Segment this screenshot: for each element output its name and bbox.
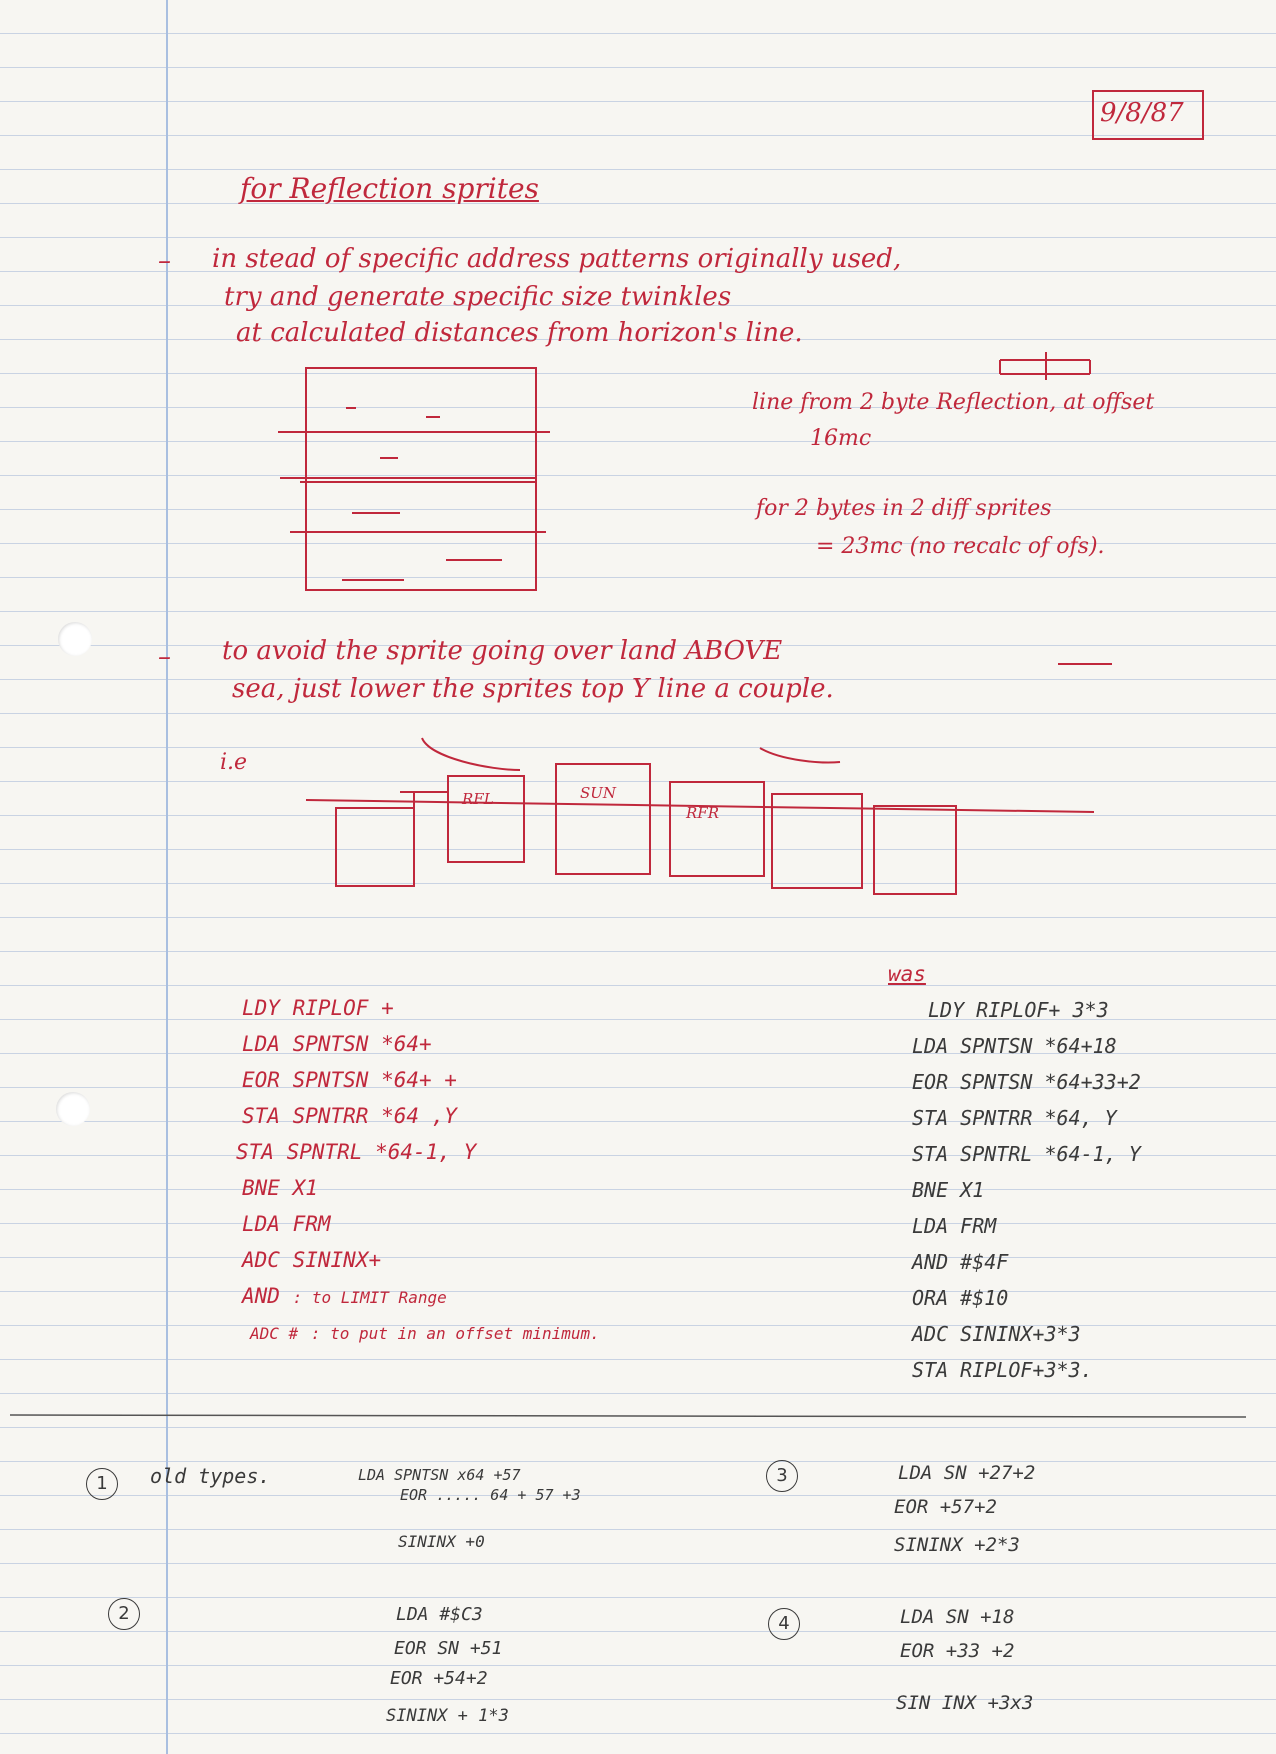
code-line: LDY RIPLOF + bbox=[242, 996, 394, 1020]
code-line: LDA SPNTSN *64+ bbox=[242, 1032, 432, 1056]
code-line: STA SPNTRL *64-1, Y bbox=[912, 1142, 1141, 1166]
block2-line2: EOR SN +51 bbox=[394, 1638, 503, 1659]
block3-line3: SININX +2*3 bbox=[894, 1534, 1020, 1556]
diagram1-note1-line1: line from 2 byte Reflection, at offset bbox=[752, 390, 1155, 415]
code-line: STA SPNTRR *64 ,Y bbox=[242, 1104, 457, 1128]
block3-line1: LDA SN +27+2 bbox=[898, 1462, 1036, 1484]
block4-line3: SIN INX +3x3 bbox=[896, 1692, 1034, 1714]
note1-line2: try and generate specific size twinkles bbox=[224, 282, 732, 312]
code-line: STA SPNTRR *64, Y bbox=[912, 1106, 1117, 1130]
item-number-3: 3 bbox=[766, 1460, 798, 1492]
block1-line3: SININX +0 bbox=[398, 1532, 485, 1551]
code-line: ADC SININX+3*3 bbox=[912, 1322, 1081, 1346]
bullet-dash-2: – bbox=[158, 642, 171, 672]
diagram2-label-rfl: RFL bbox=[462, 790, 494, 808]
block1-line1: LDA SPNTSN x64 +57 bbox=[358, 1466, 521, 1484]
code-line: STA RIPLOF+3*3. bbox=[912, 1358, 1093, 1382]
diagram2-ie: i.e bbox=[220, 750, 248, 775]
note2-line2: sea, just lower the sprites top Y line a couple. bbox=[232, 674, 834, 704]
note1-line3: at calculated distances from horizon's line. bbox=[236, 318, 803, 348]
block4-line1: LDA SN +18 bbox=[900, 1606, 1015, 1628]
bullet-dash-1: – bbox=[158, 246, 171, 276]
code-line: EOR SPNTSN *64+ + bbox=[242, 1068, 457, 1092]
code-line: STA SPNTRL *64-1, Y bbox=[236, 1140, 477, 1164]
was-label: was bbox=[888, 962, 926, 986]
code-line: LDA SPNTSN *64+18 bbox=[912, 1034, 1117, 1058]
code-line: BNE X1 bbox=[242, 1176, 318, 1200]
diagram1-note2-line2: = 23mc (no recalc of ofs). bbox=[816, 534, 1105, 559]
date: 9/8/87 bbox=[1100, 98, 1184, 128]
code-line: LDA FRM bbox=[912, 1214, 997, 1238]
page-title: for Reflection sprites bbox=[240, 172, 539, 205]
diagram2-label-sun: SUN bbox=[580, 784, 617, 802]
old-types-label: old types. bbox=[150, 1464, 271, 1488]
code-line: AND : to LIMIT Range bbox=[242, 1284, 447, 1308]
note1-line1: in stead of specific address patterns originally used, bbox=[212, 244, 902, 274]
code-line: ADC SININX+ bbox=[242, 1248, 382, 1272]
code-line: ORA #$10 bbox=[912, 1286, 1009, 1310]
diagram2-label-rfr: RFR bbox=[686, 804, 719, 822]
item-number-1: 1 bbox=[86, 1468, 118, 1500]
block2-line3: EOR +54+2 bbox=[390, 1668, 488, 1689]
item-number-4: 4 bbox=[768, 1608, 800, 1640]
code-line: LDA FRM bbox=[242, 1212, 331, 1236]
code-line: LDY RIPLOF+ 3*3 bbox=[928, 998, 1109, 1022]
code-line: AND #$4F bbox=[912, 1250, 1009, 1274]
diagram1-note1-line2: 16mc bbox=[810, 426, 872, 451]
block2-line4: SININX + 1*3 bbox=[386, 1706, 509, 1726]
item-number-2: 2 bbox=[108, 1598, 140, 1630]
block3-line2: EOR +57+2 bbox=[894, 1496, 997, 1518]
diagram1-note2-line1: for 2 bytes in 2 diff sprites bbox=[756, 496, 1052, 521]
note2-line1: to avoid the sprite going over land ABOVE bbox=[222, 636, 783, 666]
code-line: BNE X1 bbox=[912, 1178, 985, 1202]
block2-line1: LDA #$C3 bbox=[396, 1604, 483, 1625]
code-line: ADC # : to put in an offset minimum. bbox=[250, 1324, 600, 1343]
block1-line2: EOR ..... 64 + 57 +3 bbox=[400, 1486, 581, 1504]
block4-line2: EOR +33 +2 bbox=[900, 1640, 1015, 1662]
code-line: EOR SPNTSN *64+33+2 bbox=[912, 1070, 1141, 1094]
